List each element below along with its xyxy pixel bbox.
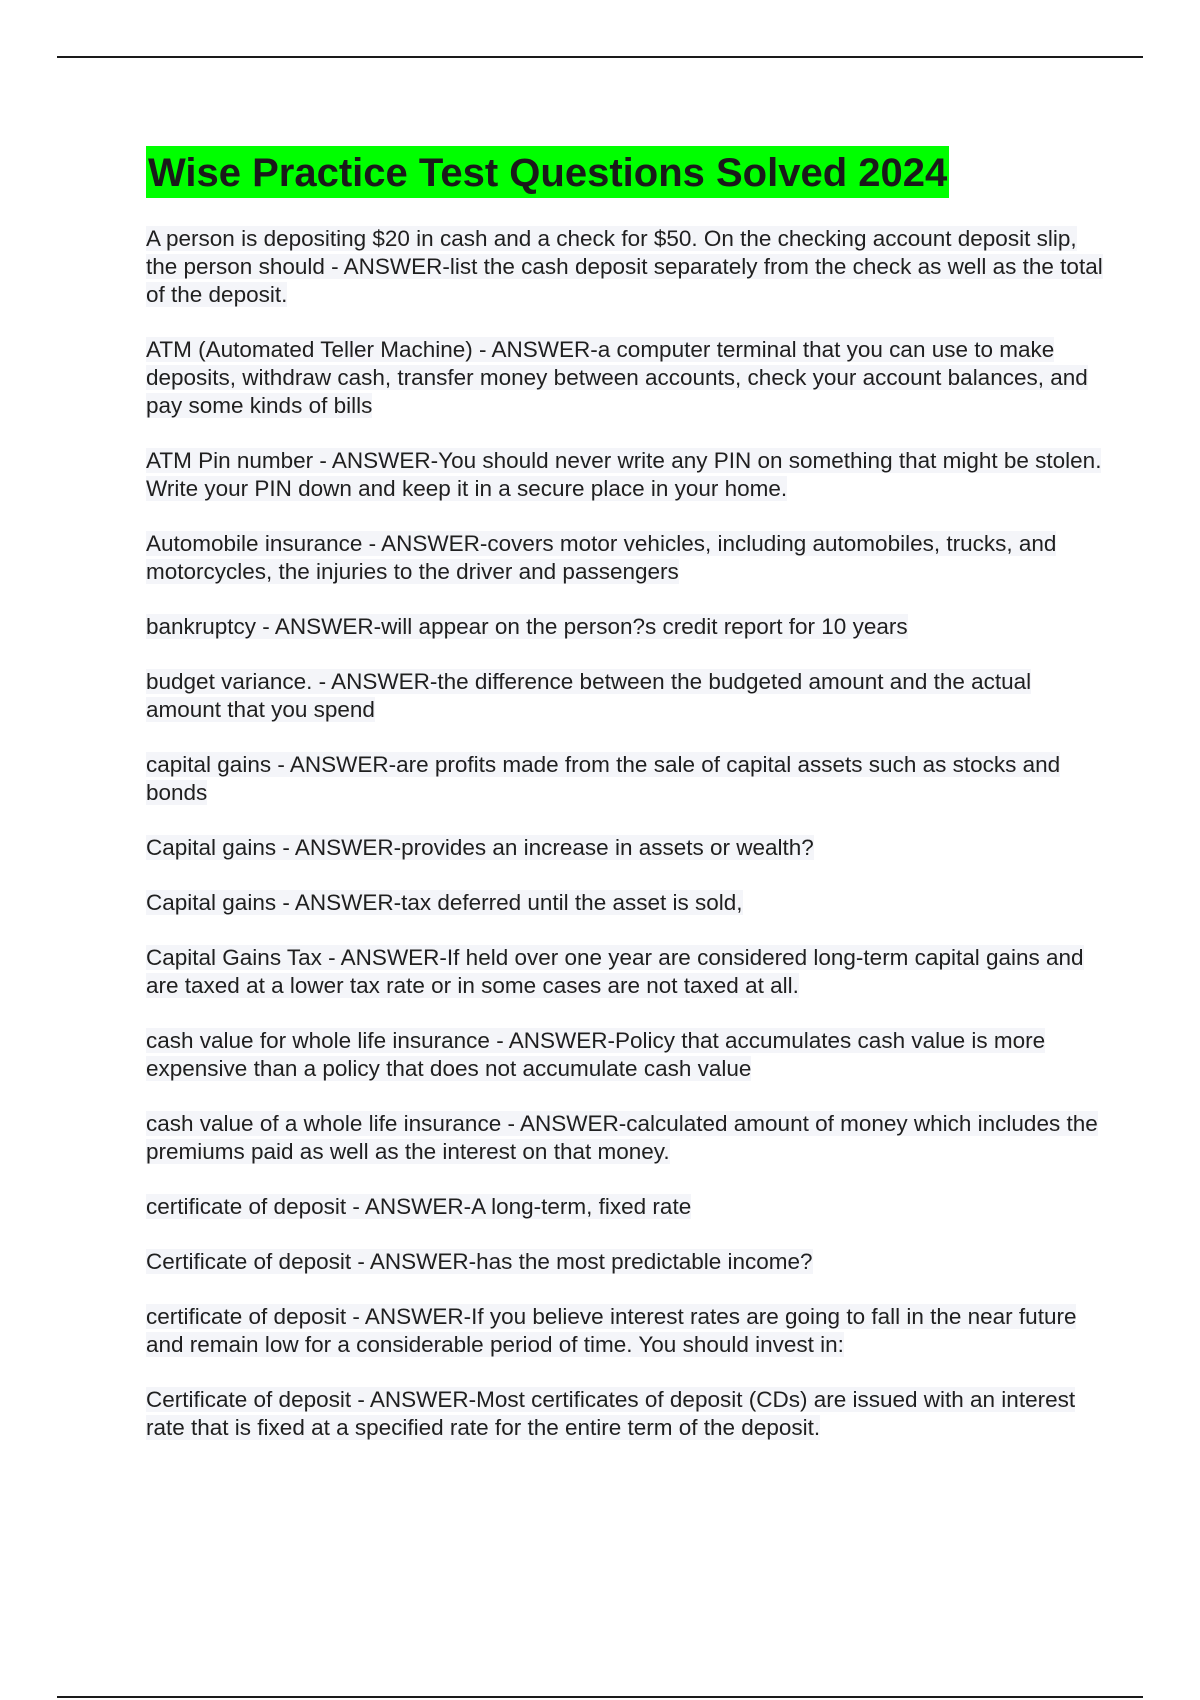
qa-item — [146, 1110, 1106, 1166]
qa-item-text: Capital Gains Tax - ANSWER-If held over one year are considered long-term capital gains and are taxed at a lower tax rate or in some cases are not taxed at all. — [146, 945, 1084, 998]
top-rule — [57, 56, 1143, 58]
qa-item — [146, 530, 1106, 586]
qa-item-text: cash value for whole life insurance - ANSWER-Policy that accumulates cash value is more expensive than a policy that does not accumulate cash value — [146, 1028, 1046, 1081]
qa-item-text: Certificate of deposit - ANSWER-has the most predictable income? — [146, 1249, 813, 1274]
qa-item — [146, 447, 1106, 503]
qa-item-text: certificate of deposit - ANSWER-A long-term, fixed rate — [146, 1194, 692, 1219]
qa-item-text: cash value of a whole life insurance - ANSWER-calculated amount of money which includes the premiums paid as well as the interest on that money. — [146, 1111, 1098, 1164]
qa-item-text: Certificate of deposit - ANSWER-Most certificates of deposit (CDs) are issued with an interest rate that is fixed at a specified rate for the entire term of the deposit. — [146, 1387, 1076, 1440]
qa-item — [146, 834, 1106, 862]
qa-item — [146, 1386, 1106, 1442]
qa-item — [146, 1248, 1106, 1276]
qa-item — [146, 1303, 1106, 1359]
document-title: Wise Practice Test Questions Solved 2024 — [146, 146, 949, 198]
qa-item — [146, 1027, 1106, 1083]
qa-item-text: capital gains - ANSWER-are profits made from the sale of capital assets such as stocks and bonds — [146, 752, 1061, 805]
qa-item-text: ATM (Automated Teller Machine) - ANSWER-a computer terminal that you can use to make deposits, withdraw cash, transfer money between accounts, check your account balances, and pay some kinds of bills — [146, 337, 1088, 418]
qa-item — [146, 225, 1106, 309]
qa-item — [146, 889, 1106, 917]
qa-item-text: Capital gains - ANSWER-tax deferred until the asset is sold, — [146, 890, 743, 915]
bottom-rule — [57, 1696, 1143, 1698]
qa-item-text: budget variance. - ANSWER-the difference between the budgeted amount and the actual amount that you spend — [146, 669, 1032, 722]
qa-item — [146, 668, 1106, 724]
qa-item-text: Capital gains - ANSWER-provides an increase in assets or wealth? — [146, 835, 814, 860]
qa-item-text: A person is depositing $20 in cash and a check for $50. On the checking account deposit slip, the person should - ANSWER-list the cash deposit separately from the check as well as the total of the deposit. — [146, 226, 1103, 307]
qa-item — [146, 751, 1106, 807]
qa-item-text: ATM Pin number - ANSWER-You should never write any PIN on something that might be stolen. Write your PIN down and keep it in a secure place in your home. — [146, 448, 1102, 501]
qa-item-text: certificate of deposit - ANSWER-If you believe interest rates are going to fall in the near future and remain low for a considerable period of time. You should invest in: — [146, 1304, 1077, 1357]
qa-item — [146, 1193, 1106, 1221]
qa-item — [146, 944, 1106, 1000]
qa-item — [146, 336, 1106, 420]
document-body — [146, 146, 1106, 1469]
qa-item — [146, 613, 1106, 641]
qa-item-text: Automobile insurance - ANSWER-covers motor vehicles, including automobiles, trucks, and motorcycles, the injuries to the driver and passengers — [146, 531, 1057, 584]
qa-list — [146, 225, 1106, 1442]
qa-item-text: bankruptcy - ANSWER-will appear on the person?s credit report for 10 years — [146, 614, 908, 639]
